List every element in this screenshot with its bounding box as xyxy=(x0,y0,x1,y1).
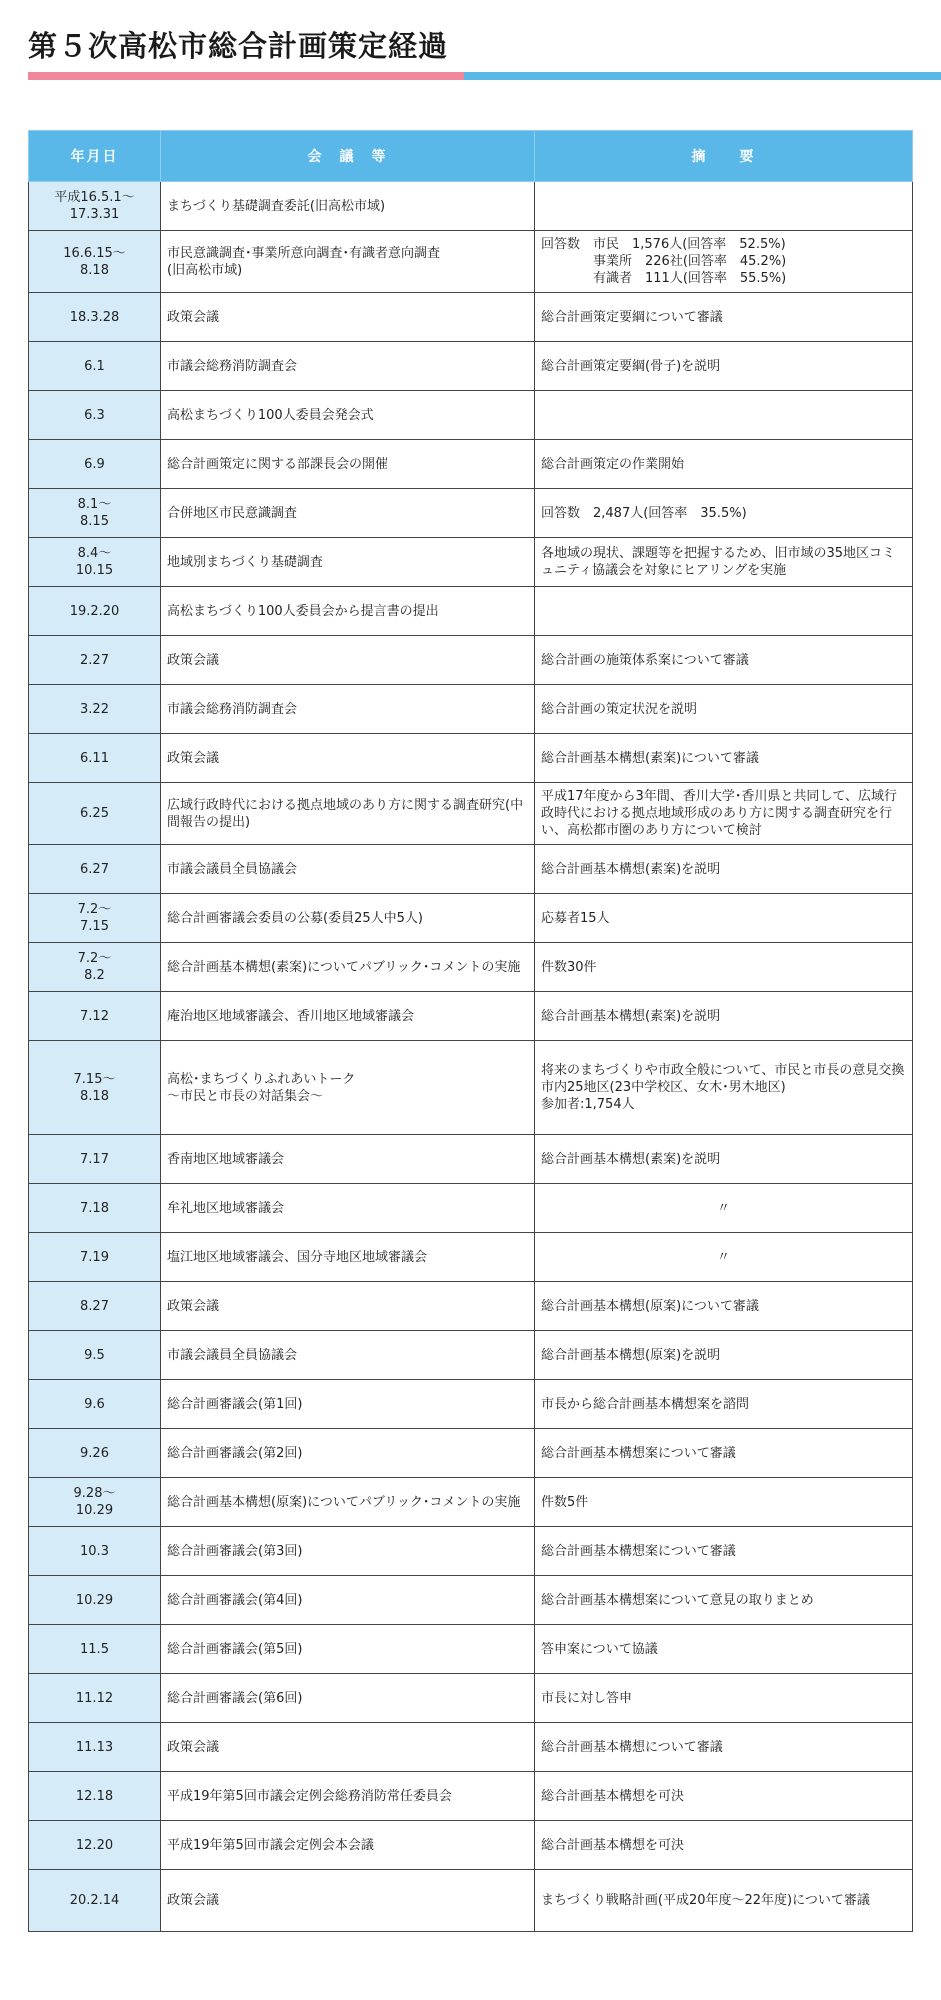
header-meeting: 会 議 等 xyxy=(161,131,535,182)
row-meeting: 高松まちづくり100人委員会発会式 xyxy=(161,391,535,440)
row-summary: 総合計画の策定状況を説明 xyxy=(535,685,913,734)
row-date: 10.29 xyxy=(29,1576,161,1625)
table-row xyxy=(29,293,913,342)
row-summary: 総合計画基本構想(素案)を説明 xyxy=(535,845,913,894)
table-row xyxy=(29,1870,913,1932)
row-summary: 総合計画基本構想案について審議 xyxy=(535,1527,913,1576)
table-row xyxy=(29,734,913,783)
row-meeting: 政策会議 xyxy=(161,1723,535,1772)
row-date: 19.2.20 xyxy=(29,587,161,636)
table-row xyxy=(29,231,913,293)
row-date: 9.26 xyxy=(29,1429,161,1478)
row-summary: 総合計画策定要綱について審議 xyxy=(535,293,913,342)
row-summary: 総合計画基本構想(素案)を説明 xyxy=(535,1135,913,1184)
row-date: 9.5 xyxy=(29,1331,161,1380)
row-summary: 答申案について協議 xyxy=(535,1625,913,1674)
row-date: 11.13 xyxy=(29,1723,161,1772)
table-row xyxy=(29,1429,913,1478)
row-summary: 総合計画基本構想(原案)について審議 xyxy=(535,1282,913,1331)
row-meeting: 政策会議 xyxy=(161,734,535,783)
row-meeting: 塩江地区地域審議会、国分寺地区地域審議会 xyxy=(161,1233,535,1282)
row-date: 12.20 xyxy=(29,1821,161,1870)
table-row xyxy=(29,1380,913,1429)
row-date: 8.4～ 10.15 xyxy=(29,538,161,587)
planning-history-table xyxy=(28,130,913,1932)
table-row xyxy=(29,1135,913,1184)
row-meeting: 市議会議員全員協議会 xyxy=(161,1331,535,1380)
row-meeting: 市議会総務消防調査会 xyxy=(161,342,535,391)
row-meeting: 総合計画審議会(第2回) xyxy=(161,1429,535,1478)
table-row xyxy=(29,391,913,440)
row-meeting: 総合計画審議会(第3回) xyxy=(161,1527,535,1576)
row-date: 6.27 xyxy=(29,845,161,894)
row-summary: 応募者15人 xyxy=(535,894,913,943)
row-date: 11.5 xyxy=(29,1625,161,1674)
table-row xyxy=(29,1184,913,1233)
table-row xyxy=(29,636,913,685)
row-meeting: 政策会議 xyxy=(161,1870,535,1932)
header-date: 年月日 xyxy=(29,131,161,182)
row-date: 7.18 xyxy=(29,1184,161,1233)
table-row xyxy=(29,538,913,587)
row-meeting: 総合計画審議会委員の公募(委員25人中5人) xyxy=(161,894,535,943)
row-date: 20.2.14 xyxy=(29,1870,161,1932)
row-summary: 各地域の現状、課題等を把握するため、旧市域の35地区コミュニティ協議会を対象にヒアリングを実施 xyxy=(535,538,913,587)
row-summary: 総合計画策定要綱(骨子)を説明 xyxy=(535,342,913,391)
table-row xyxy=(29,1282,913,1331)
row-date: 8.27 xyxy=(29,1282,161,1331)
row-date: 7.17 xyxy=(29,1135,161,1184)
row-summary: 回答数 2,487人(回答率 35.5%) xyxy=(535,489,913,538)
table-row xyxy=(29,1233,913,1282)
table-row xyxy=(29,587,913,636)
row-summary: 総合計画基本構想について審議 xyxy=(535,1723,913,1772)
row-meeting: 総合計画審議会(第5回) xyxy=(161,1625,535,1674)
row-meeting: 牟礼地区地域審議会 xyxy=(161,1184,535,1233)
row-summary: 〃 xyxy=(535,1184,913,1233)
row-summary: 総合計画基本構想案について審議 xyxy=(535,1429,913,1478)
row-meeting: 合併地区市民意識調査 xyxy=(161,489,535,538)
title-underline-blue xyxy=(464,72,941,80)
table-header-row xyxy=(29,131,913,182)
row-summary: 将来のまちづくりや市政全般について、市民と市長の意見交換 市内25地区(23中学校区、女木･男木地区) 参加者:1,754人 xyxy=(535,1041,913,1135)
row-summary xyxy=(535,182,913,231)
row-date: 10.3 xyxy=(29,1527,161,1576)
table-row xyxy=(29,440,913,489)
table-row xyxy=(29,489,913,538)
table-row xyxy=(29,1772,913,1821)
table-row xyxy=(29,1674,913,1723)
row-summary: 回答数 市民 1,576人(回答率 52.5%) 事業所 226社(回答率 45.2%) 有識者 111人(回答率 55.5%) xyxy=(535,231,913,293)
row-date: 8.1～ 8.15 xyxy=(29,489,161,538)
row-date: 16.6.15～ 8.18 xyxy=(29,231,161,293)
row-summary: 〃 xyxy=(535,1233,913,1282)
row-date: 7.2～ 7.15 xyxy=(29,894,161,943)
row-date: 9.6 xyxy=(29,1380,161,1429)
row-date: 平成16.5.1～ 17.3.31 xyxy=(29,182,161,231)
row-meeting: まちづくり基礎調査委託(旧高松市域) xyxy=(161,182,535,231)
row-summary: 件数30件 xyxy=(535,943,913,992)
row-summary: 平成17年度から3年間、香川大学･香川県と共同して、広域行政時代における拠点地域形成のあり方に関する調査研究を行い、高松都市圏のあり方について検討 xyxy=(535,783,913,845)
row-meeting: 政策会議 xyxy=(161,293,535,342)
row-summary: 総合計画基本構想(原案)を説明 xyxy=(535,1331,913,1380)
row-meeting: 地域別まちづくり基礎調査 xyxy=(161,538,535,587)
table-row xyxy=(29,1478,913,1527)
row-meeting: 総合計画策定に関する部課長会の開催 xyxy=(161,440,535,489)
row-summary: 総合計画の施策体系案について審議 xyxy=(535,636,913,685)
table-row xyxy=(29,783,913,845)
row-meeting: 政策会議 xyxy=(161,636,535,685)
row-date: 3.22 xyxy=(29,685,161,734)
row-summary: 件数5件 xyxy=(535,1478,913,1527)
table-row xyxy=(29,845,913,894)
table-row xyxy=(29,992,913,1041)
table-row xyxy=(29,1625,913,1674)
row-date: 7.19 xyxy=(29,1233,161,1282)
table-row xyxy=(29,685,913,734)
table-row xyxy=(29,1821,913,1870)
row-date: 7.2～ 8.2 xyxy=(29,943,161,992)
row-date: 7.15～ 8.18 xyxy=(29,1041,161,1135)
row-meeting: 平成19年第5回市議会定例会本会議 xyxy=(161,1821,535,1870)
row-meeting: 広域行政時代における拠点地域のあり方に関する調査研究(中間報告の提出) xyxy=(161,783,535,845)
row-meeting: 高松まちづくり100人委員会から提言書の提出 xyxy=(161,587,535,636)
row-meeting: 高松･まちづくりふれあいトーク ～市民と市長の対話集会～ xyxy=(161,1041,535,1135)
row-date: 11.12 xyxy=(29,1674,161,1723)
row-date: 12.18 xyxy=(29,1772,161,1821)
row-summary: 総合計画基本構想を可決 xyxy=(535,1772,913,1821)
row-meeting: 平成19年第5回市議会定例会総務消防常任委員会 xyxy=(161,1772,535,1821)
row-meeting: 政策会議 xyxy=(161,1282,535,1331)
table-row xyxy=(29,894,913,943)
table-row xyxy=(29,1723,913,1772)
row-date: 7.12 xyxy=(29,992,161,1041)
row-summary: 総合計画基本構想を可決 xyxy=(535,1821,913,1870)
row-summary: 総合計画基本構想案について意見の取りまとめ xyxy=(535,1576,913,1625)
row-meeting: 市議会議員全員協議会 xyxy=(161,845,535,894)
table-row xyxy=(29,1527,913,1576)
table-row xyxy=(29,1331,913,1380)
row-date: 18.3.28 xyxy=(29,293,161,342)
row-date: 6.9 xyxy=(29,440,161,489)
row-date: 6.25 xyxy=(29,783,161,845)
row-date: 6.1 xyxy=(29,342,161,391)
row-meeting: 総合計画審議会(第1回) xyxy=(161,1380,535,1429)
row-meeting: 庵治地区地域審議会、香川地区地域審議会 xyxy=(161,992,535,1041)
row-meeting: 総合計画基本構想(素案)についてパブリック･コメントの実施 xyxy=(161,943,535,992)
row-meeting: 総合計画基本構想(原案)についてパブリック･コメントの実施 xyxy=(161,1478,535,1527)
page-title: 第５次高松市総合計画策定経過 xyxy=(28,29,449,63)
row-meeting: 総合計画審議会(第6回) xyxy=(161,1674,535,1723)
row-date: 2.27 xyxy=(29,636,161,685)
row-summary: 総合計画策定の作業開始 xyxy=(535,440,913,489)
table-row xyxy=(29,1041,913,1135)
title-underline-pink xyxy=(28,72,464,80)
row-meeting: 総合計画審議会(第4回) xyxy=(161,1576,535,1625)
row-summary: 市長から総合計画基本構想案を諮問 xyxy=(535,1380,913,1429)
row-summary: まちづくり戦略計画(平成20年度～22年度)について審議 xyxy=(535,1870,913,1932)
row-meeting: 市民意識調査･事業所意向調査･有識者意向調査 (旧高松市域) xyxy=(161,231,535,293)
header-summary: 摘 要 xyxy=(535,131,913,182)
row-summary xyxy=(535,391,913,440)
row-summary xyxy=(535,587,913,636)
row-meeting: 香南地区地域審議会 xyxy=(161,1135,535,1184)
row-summary: 総合計画基本構想(素案)について審議 xyxy=(535,734,913,783)
row-date: 6.3 xyxy=(29,391,161,440)
table-row xyxy=(29,342,913,391)
table-row xyxy=(29,1576,913,1625)
row-summary: 総合計画基本構想(素案)を説明 xyxy=(535,992,913,1041)
row-meeting: 市議会総務消防調査会 xyxy=(161,685,535,734)
row-summary: 市長に対し答申 xyxy=(535,1674,913,1723)
row-date: 9.28～ 10.29 xyxy=(29,1478,161,1527)
row-date: 6.11 xyxy=(29,734,161,783)
table-row xyxy=(29,182,913,231)
table-row xyxy=(29,943,913,992)
